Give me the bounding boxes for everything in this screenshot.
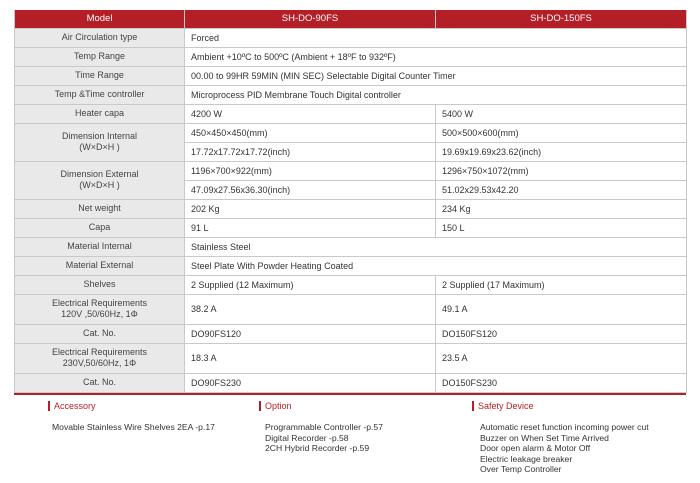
row-label: Capa [15,218,185,237]
heading-bar-icon [48,401,50,411]
row-value-90fs: DO90FS230 [185,373,436,392]
row-value-150fs: 49.1 A [436,294,687,324]
row-label: Cat. No. [15,324,185,343]
row-value-150fs: 5400 W [436,104,687,123]
row-label-sub: 120V ,50/60Hz, 1Φ [61,309,138,319]
row-value-90fs: 450×450×450(mm) [185,123,436,142]
row-label-main: Electrical Requirements [51,347,148,357]
table-row [15,343,687,373]
row-value-150fs: 51.02x29.53x42.20 [436,180,687,199]
list-item: Digital Recorder -p.58 [265,432,349,443]
list-item: Door open alarm & Motor Off [480,443,591,453]
row-label: Time Range [15,66,185,85]
row-label-sub: (W×D×H ) [79,180,120,190]
table-row [15,256,687,275]
row-value-150fs: 150 L [436,218,687,237]
table-row [15,218,687,237]
table-row [15,66,687,85]
row-value: 00.00 to 99HR 59MIN (MIN SEC) Selectable Digital Counter Timer [185,66,687,85]
row-value-90fs: 18.3 A [185,343,436,373]
row-value-90fs: 2 Supplied (12 Maximum) [185,275,436,294]
row-value: Microprocess PID Membrane Touch Digital controller [185,85,687,104]
model-150fs-header: SH-DO-150FS [436,10,687,28]
row-label [15,294,185,324]
row-value-150fs: 234 Kg [436,199,687,218]
row-label [15,123,185,161]
row-value: Ambient +10ºC to 500ºC (Ambient + 18ºF to 932ºF) [185,47,687,66]
row-value-90fs: 1196×700×922(mm) [185,161,436,180]
row-value-90fs: 38.2 A [185,294,436,324]
table-row [15,324,687,343]
table-row [15,294,687,324]
list-item: Over Temp Controller [480,464,562,474]
row-value-90fs: 47.09x27.56x36.30(inch) [185,180,436,199]
spec-table [14,10,687,393]
row-label-sub: (W×D×H ) [79,142,120,152]
table-row [15,28,687,47]
accessory-list [52,422,215,433]
accessory-section [48,400,215,433]
table-row [15,199,687,218]
heading-bar-icon [472,401,474,411]
row-label: Shelves [15,275,185,294]
table-row [15,47,687,66]
row-value-90fs: 202 Kg [185,199,436,218]
row-value: Stainless Steel [185,237,687,256]
row-value-90fs: 91 L [185,218,436,237]
list-item: Programmable Controller -p.57 [265,422,383,432]
option-heading [259,400,383,412]
row-value: Steel Plate With Powder Heating Coated [185,256,687,275]
list-item: Automatic reset function incoming power cut [480,422,649,432]
safety-heading [472,400,649,412]
table-row [15,161,687,180]
row-label: Temp Range [15,47,185,66]
table-row [15,237,687,256]
option-section [259,400,383,454]
row-label: Heater capa [15,104,185,123]
safety-title: Safety Device [478,401,534,411]
table-row [15,123,687,142]
table-row [15,275,687,294]
list-item: Movable Stainless Wire Shelves 2EA -p.17 [52,422,215,432]
spec-sheet [14,10,686,395]
row-value-90fs: DO90FS120 [185,324,436,343]
safety-section [472,400,649,475]
list-item: Buzzer on When Set Time Arrived [480,432,609,443]
row-value-150fs: 500×500×600(mm) [436,123,687,142]
model-90fs-header: SH-DO-90FS [185,10,436,28]
row-value-150fs: DO150FS230 [436,373,687,392]
header-row [15,10,687,28]
row-value-90fs: 4200 W [185,104,436,123]
row-value: Forced [185,28,687,47]
row-label [15,343,185,373]
model-header: Model [15,10,185,28]
row-label [15,161,185,199]
notes-section [14,400,686,478]
accessory-title: Accessory [54,401,96,411]
row-label-main: Dimension External [60,169,139,179]
table-row [15,104,687,123]
row-label: Air Circulation type [15,28,185,47]
list-item: Electric leakage breaker [480,453,573,464]
row-value-150fs: 2 Supplied (17 Maximum) [436,275,687,294]
row-value-150fs: 19.69x19.69x23.62(inch) [436,142,687,161]
row-label-main: Electrical Requirements [51,298,148,308]
safety-list [480,422,649,475]
row-label: Material External [15,256,185,275]
bottom-divider [14,393,686,395]
heading-bar-icon [259,401,261,411]
option-list [265,422,383,454]
row-label-sub: 230V,50/60Hz, 1Φ [62,358,137,368]
row-label: Net weight [15,199,185,218]
table-row [15,85,687,104]
accessory-heading [48,400,215,412]
row-value-150fs: 23.5 A [436,343,687,373]
row-value-150fs: 1296×750×1072(mm) [436,161,687,180]
row-value-90fs: 17.72x17.72x17.72(inch) [185,142,436,161]
table-row [15,373,687,392]
option-title: Option [265,401,292,411]
row-label-main: Dimension Internal [61,131,138,141]
row-label: Temp &Time controller [15,85,185,104]
list-item: 2CH Hybrid Recorder -p.59 [265,443,370,453]
row-value-150fs: DO150FS120 [436,324,687,343]
row-label: Material Internal [15,237,185,256]
row-label: Cat. No. [15,373,185,392]
